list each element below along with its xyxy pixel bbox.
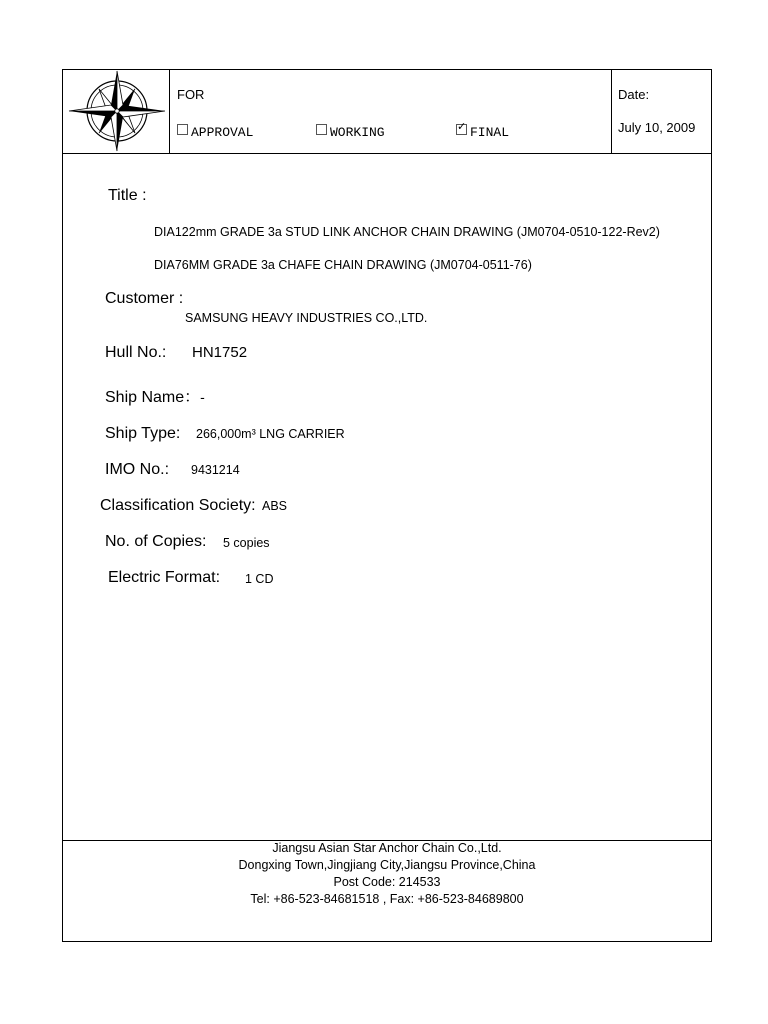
customer-value: SAMSUNG HEAVY INDUSTRIES CO.,LTD. — [185, 311, 428, 325]
option-approval[interactable] — [177, 124, 253, 140]
option-final[interactable] — [456, 124, 509, 140]
approval-checkbox[interactable] — [177, 124, 188, 135]
electric-format-value: 1 CD — [245, 572, 274, 586]
compass-star-icon — [68, 70, 166, 152]
classification-value: ABS — [262, 499, 288, 513]
footer-postcode: Post Code: 214533 — [333, 875, 441, 889]
date-label: Date: — [618, 87, 650, 102]
title-line-2: DIA76MM GRADE 3a CHAFE CHAIN DRAWING (JM0704-0511-76) — [154, 258, 532, 272]
imo-label: IMO No.: — [105, 461, 170, 478]
copies-label: No. of Copies: — [105, 533, 207, 550]
hull-value: HN1752 — [192, 344, 248, 361]
logo-divider — [169, 69, 170, 153]
footer-address: Dongxing Town,Jingjiang City,Jiangsu Province,China — [238, 858, 536, 872]
copies-value: 5 copies — [223, 536, 270, 550]
working-label: WORKING — [330, 125, 385, 140]
approval-label: APPROVAL — [191, 125, 254, 140]
header-divider — [62, 153, 712, 154]
date-value: July 10, 2009 — [618, 120, 696, 135]
ship-type-value: 266,000m³ LNG CARRIER — [196, 427, 345, 441]
option-working[interactable] — [316, 124, 385, 140]
final-label: FINAL — [470, 125, 510, 140]
electric-format-label: Electric Format: — [108, 569, 221, 586]
title-label: Title : — [108, 187, 147, 204]
classification-label: Classification Society: — [100, 497, 256, 514]
date-divider — [611, 69, 612, 153]
ship-name-label: Ship Name： — [105, 389, 201, 406]
title-line-1: DIA122mm GRADE 3a STUD LINK ANCHOR CHAIN DRAWING (JM0704-0510-122-Rev2) — [154, 225, 660, 239]
for-label: FOR — [177, 87, 205, 102]
ship-type-label: Ship Type: — [105, 425, 181, 442]
ship-name-row — [105, 384, 205, 407]
imo-value: 9431214 — [191, 463, 240, 477]
customer-label: Customer : — [105, 290, 184, 307]
hull-label: Hull No.: — [105, 344, 167, 361]
ship-name-value: - — [200, 389, 205, 405]
working-checkbox[interactable] — [316, 124, 327, 135]
footer-contact: Tel: +86-523-84681518 , Fax: +86-523-84689800 — [250, 892, 524, 906]
final-checkbox[interactable] — [456, 124, 467, 135]
footer-company: Jiangsu Asian Star Anchor Chain Co.,Ltd. — [272, 841, 502, 855]
